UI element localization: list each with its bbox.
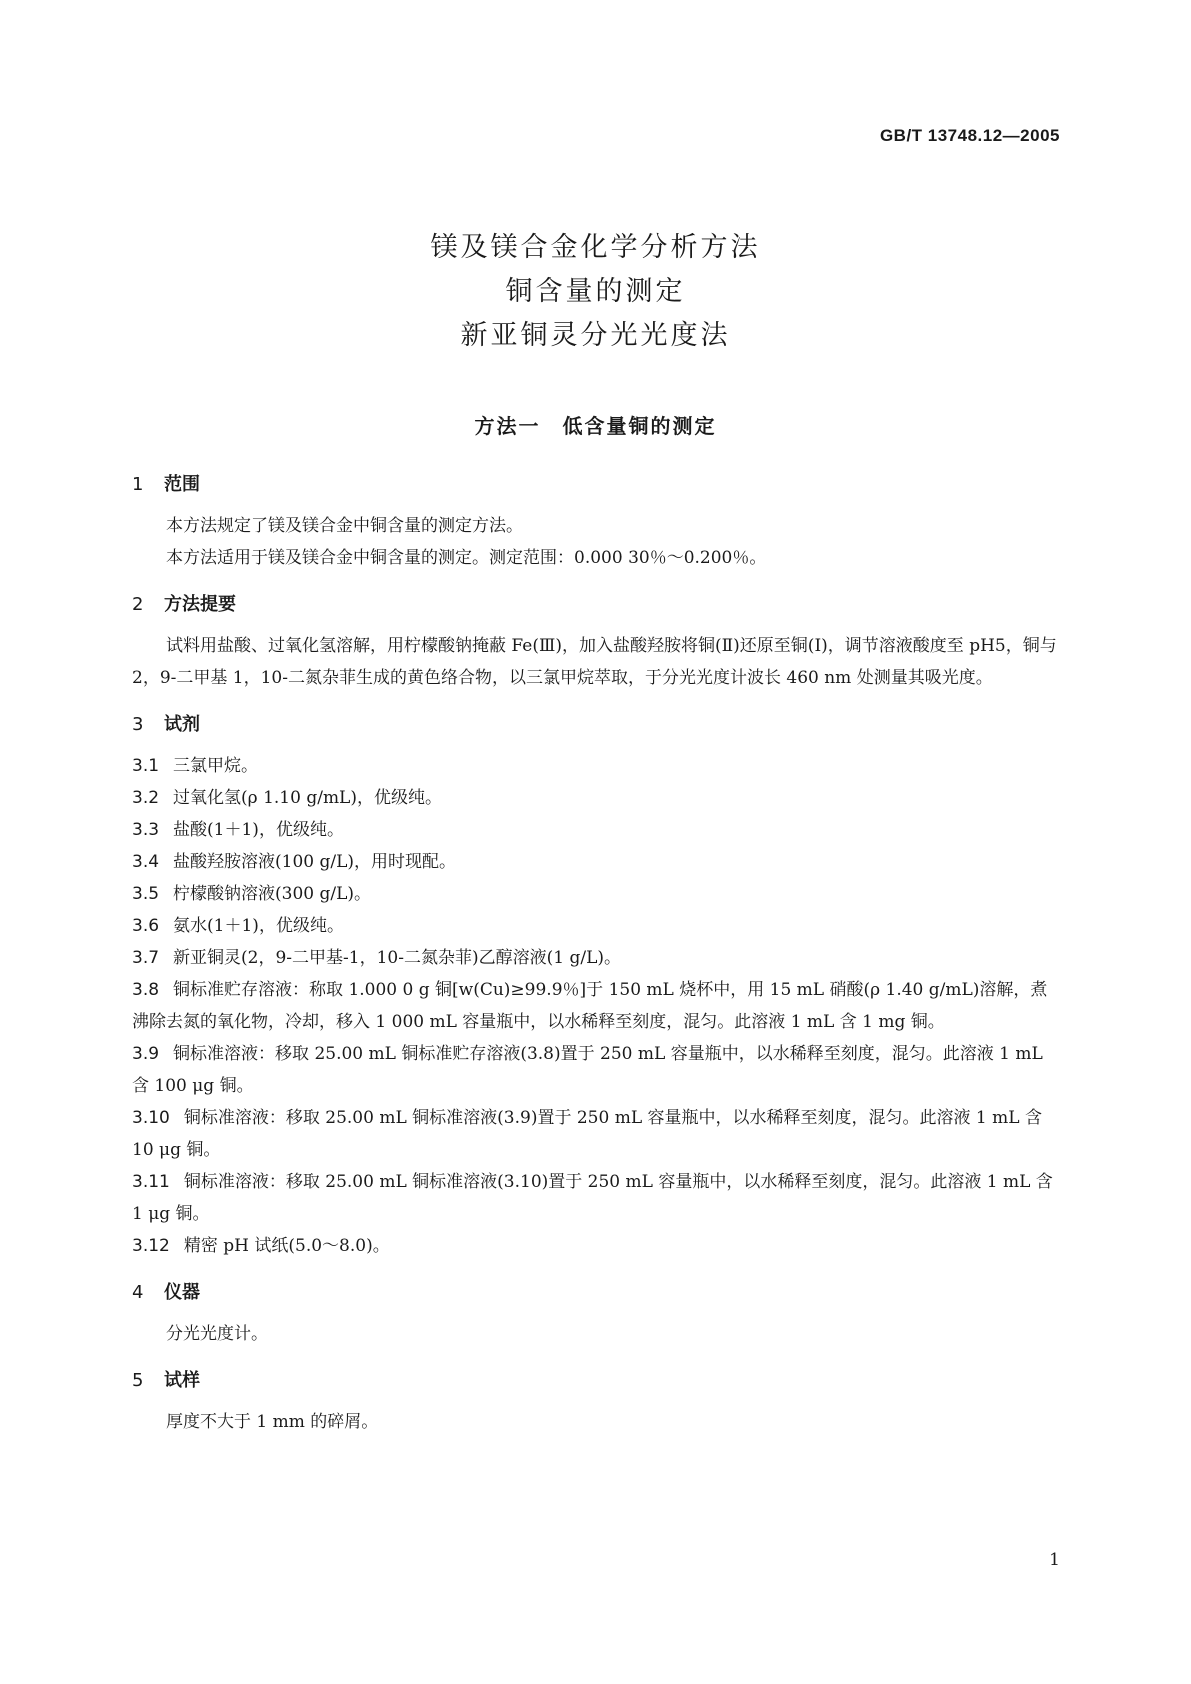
item-number: 3.11 <box>132 1172 170 1192</box>
reagent-item <box>132 1102 1060 1166</box>
item-number: 3.5 <box>132 884 160 904</box>
item-text: 盐酸羟胺溶液(100 g/L)，用时现配。 <box>173 852 457 872</box>
section-heading-reagents <box>132 710 1060 740</box>
item-number: 3.8 <box>132 980 160 1000</box>
section-title: 试样 <box>164 1370 200 1391</box>
paragraph: 本方法规定了镁及镁合金中铜含量的测定方法。 <box>166 516 523 536</box>
section-title: 试剂 <box>164 714 200 735</box>
item-number: 3.3 <box>132 820 160 840</box>
reagent-item <box>132 974 1060 1038</box>
item-text: 铜标准贮存溶液：称取 1.000 0 g 铜[w(Cu)≥99.9％]于 150 mL 烧杯中，用 15 mL 硝酸(ρ 1.40 g/mL)溶解，煮沸除去氮的氧化物，冷却，移入 1 000 mL 容量瓶中，以水稀释至刻度，混匀。此溶液 1 mL 含 1 mg 铜。 <box>132 980 1048 1032</box>
document-title <box>0 226 1191 358</box>
section-title: 范围 <box>164 474 200 495</box>
paragraph: 试料用盐酸、过氧化氢溶解，用柠檬酸钠掩蔽 Fe(Ⅲ)，加入盐酸羟胺将铜(Ⅱ)还原至铜(Ⅰ)，调节溶液酸度至 pH5，铜与 2，9-二甲基 1，10-二氮杂菲生成的黄色络合物，以三氯甲烷萃取，于分光光度计波长 460 nm 处测量其吸光度。 <box>132 636 1057 688</box>
section-number: 5 <box>132 1370 144 1391</box>
reagent-item <box>132 750 1060 782</box>
standard-code: GB/T 13748.12—2005 <box>879 126 1060 145</box>
item-text: 精密 pH 试纸(5.0～8.0)。 <box>183 1236 390 1256</box>
paragraph: 本方法适用于镁及镁合金中铜含量的测定。测定范围：0.000 30％～0.200％。 <box>166 548 767 568</box>
item-text: 新亚铜灵(2，9-二甲基-1，10-二氮杂菲)乙醇溶液(1 g/L)。 <box>173 948 622 968</box>
item-text: 过氧化氢(ρ 1.10 g/mL)，优级纯。 <box>173 788 442 808</box>
item-text: 柠檬酸钠溶液(300 g/L)。 <box>173 884 372 904</box>
title-line-3: 新亚铜灵分光光度法 <box>460 320 731 351</box>
reagent-item <box>132 1166 1060 1230</box>
paragraph: 分光光度计。 <box>166 1324 268 1344</box>
item-number: 3.2 <box>132 788 160 808</box>
section-number: 2 <box>132 594 144 615</box>
section-heading-principle <box>132 590 1060 620</box>
item-number: 3.9 <box>132 1044 160 1064</box>
section-number: 3 <box>132 714 144 735</box>
item-text: 铜标准溶液：移取 25.00 mL 铜标准溶液(3.9)置于 250 mL 容量瓶中，以水稀释至刻度，混匀。此溶液 1 mL 含 10 μg 铜。 <box>132 1108 1042 1160</box>
section-number: 4 <box>132 1282 144 1303</box>
reagent-item <box>132 846 1060 878</box>
reagent-item <box>132 910 1060 942</box>
item-number: 3.6 <box>132 916 160 936</box>
section-heading-apparatus <box>132 1278 1060 1308</box>
reagent-item <box>132 878 1060 910</box>
title-line-1: 镁及镁合金化学分析方法 <box>430 232 761 263</box>
title-line-2: 铜含量的测定 <box>505 276 686 307</box>
page-number: 1 <box>1049 1550 1060 1570</box>
section-title: 仪器 <box>164 1282 200 1303</box>
section-heading-scope <box>132 470 1060 500</box>
item-number: 3.4 <box>132 852 160 872</box>
item-text: 铜标准溶液：移取 25.00 mL 铜标准贮存溶液(3.8)置于 250 mL 容量瓶中，以水稀释至刻度，混匀。此溶液 1 mL 含 100 μg 铜。 <box>132 1044 1043 1096</box>
item-text: 铜标准溶液：移取 25.00 mL 铜标准溶液(3.10)置于 250 mL 容量瓶中，以水稀释至刻度，混匀。此溶液 1 mL 含 1 μg 铜。 <box>132 1172 1053 1224</box>
item-number: 3.12 <box>132 1236 170 1256</box>
section-number: 1 <box>132 474 144 495</box>
item-text: 三氯甲烷。 <box>173 756 259 776</box>
item-text: 盐酸(1＋1)，优级纯。 <box>173 820 344 840</box>
document-body <box>132 470 1060 1438</box>
item-number: 3.1 <box>132 756 160 776</box>
section-title: 方法提要 <box>164 594 236 615</box>
section-heading-sample <box>132 1366 1060 1396</box>
reagent-item <box>132 1038 1060 1102</box>
item-text: 氨水(1＋1)，优级纯。 <box>173 916 344 936</box>
item-number: 3.10 <box>132 1108 170 1128</box>
reagent-item <box>132 814 1060 846</box>
reagent-item <box>132 782 1060 814</box>
paragraph: 厚度不大于 1 mm 的碎屑。 <box>166 1412 379 1432</box>
reagent-item <box>132 942 1060 974</box>
item-number: 3.7 <box>132 948 160 968</box>
reagent-item <box>132 1230 1060 1262</box>
method-title: 方法一 低含量铜的测定 <box>474 414 717 438</box>
